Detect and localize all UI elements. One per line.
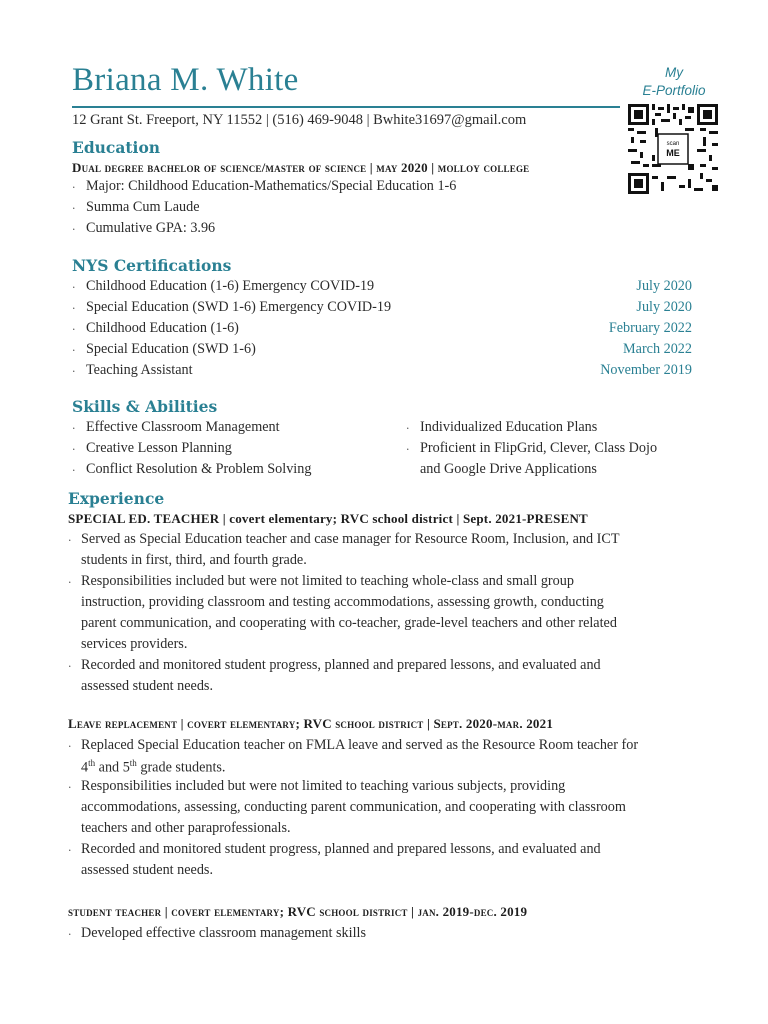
skill-item: Proficient in FlipGrid, Clever, Class Dojo bbox=[420, 440, 658, 456]
list-item: Major: Childhood Education-Mathematics/Special Education 1-6 bbox=[86, 178, 457, 194]
job-detail-line: students in first, third, and fourth grade. bbox=[81, 552, 307, 568]
contact-info: 12 Grant St. Freeport, NY 11552 | (516) 469-9048 | Bwhite31697@gmail.com bbox=[72, 112, 527, 128]
education-degree: Dual degree bachelor of science/master of science | may 2020 | molloy college bbox=[72, 160, 530, 175]
bullet-icon: · bbox=[68, 844, 72, 857]
bullet-icon: · bbox=[68, 576, 72, 589]
qr-center-text-me: ME bbox=[666, 148, 680, 158]
section-title-certifications: NYS Certifications bbox=[72, 256, 232, 275]
job-heading: student teacher | covert elementary; RVC school district | jan. 2019-dec. 2019 bbox=[68, 904, 528, 919]
job-detail-line: teachers and other paraprofessionals. bbox=[81, 820, 291, 836]
certification-name: Special Education (SWD 1-6) Emergency COVID-19 bbox=[86, 299, 392, 315]
job-detail-line: instruction, providing classroom and testing accommodations, assessing growth, conducting bbox=[81, 594, 604, 610]
bullet-icon: · bbox=[72, 302, 76, 315]
certification-name: Special Education (SWD 1-6) bbox=[86, 341, 256, 357]
qr-label-line2: E-Portfolio bbox=[642, 83, 706, 98]
qr-code-icon[interactable] bbox=[628, 104, 718, 194]
certification-name: Childhood Education (1-6) Emergency COVID-19 bbox=[86, 278, 375, 294]
job-detail-line: Responsibilities included but were not limited to teaching whole-class and small group bbox=[81, 573, 574, 589]
bullet-icon: · bbox=[72, 464, 76, 477]
job-detail-line: accommodations, assessing, conducting parent communication, and cooperating with classroom bbox=[81, 799, 626, 815]
header-divider bbox=[72, 106, 620, 108]
job-detail-line: Recorded and monitored student progress, planned and prepared lessons, and evaluated and bbox=[81, 657, 601, 673]
grade-text: and 5 bbox=[95, 759, 130, 776]
job-heading: SPECIAL ED. TEACHER | covert elementary; RVC school district | Sept. 2021-PRESENT bbox=[68, 511, 588, 526]
resume-name: Briana M. White bbox=[72, 62, 299, 98]
bullet-icon: · bbox=[406, 422, 410, 435]
bullet-icon: · bbox=[68, 928, 72, 941]
bullet-icon: · bbox=[72, 181, 76, 194]
skill-item: Conflict Resolution & Problem Solving bbox=[86, 461, 312, 477]
section-title-education: Education bbox=[72, 138, 161, 157]
job-detail-line: assessed student needs. bbox=[81, 862, 213, 878]
list-item: Summa Cum Laude bbox=[86, 199, 200, 215]
ordinal-suffix: th bbox=[88, 758, 96, 768]
job-detail-line: Recorded and monitored student progress, planned and prepared lessons, and evaluated and bbox=[81, 841, 601, 857]
certification-name: Teaching Assistant bbox=[86, 362, 193, 378]
bullet-icon: · bbox=[68, 660, 72, 673]
skill-item-continued: and Google Drive Applications bbox=[420, 461, 597, 477]
bullet-icon: · bbox=[68, 740, 72, 753]
certification-date: November 2019 bbox=[600, 362, 692, 378]
job-detail-line: Responsibilities included but were not limited to teaching various subjects, providing bbox=[81, 778, 566, 794]
job-detail-line: services providers. bbox=[81, 636, 188, 652]
qr-label-line1: My bbox=[665, 65, 683, 80]
bullet-icon: · bbox=[72, 344, 76, 357]
bullet-icon: · bbox=[72, 281, 76, 294]
certification-date: March 2022 bbox=[623, 341, 692, 357]
grade-text: grade students. bbox=[136, 759, 226, 776]
job-detail-line: Served as Special Education teacher and case manager for Resource Room, Inclusion, and ICT bbox=[81, 531, 620, 547]
grade-text: 4 bbox=[81, 759, 89, 776]
section-title-skills: Skills & Abilities bbox=[72, 397, 218, 416]
ordinal-suffix: th bbox=[129, 758, 137, 768]
bullet-icon: · bbox=[406, 443, 410, 456]
skill-item: Individualized Education Plans bbox=[420, 419, 598, 435]
bullet-icon: · bbox=[72, 422, 76, 435]
bullet-icon: · bbox=[72, 365, 76, 378]
list-item: Cumulative GPA: 3.96 bbox=[86, 220, 216, 236]
certification-name: Childhood Education (1-6) bbox=[86, 320, 239, 336]
certification-date: July 2020 bbox=[636, 299, 692, 315]
section-title-experience: Experience bbox=[68, 489, 165, 508]
skill-item: Effective Classroom Management bbox=[86, 419, 280, 435]
bullet-icon: · bbox=[72, 202, 76, 215]
qr-center-text-scan: scan bbox=[666, 141, 680, 147]
bullet-icon: · bbox=[72, 443, 76, 456]
bullet-icon: · bbox=[68, 781, 72, 794]
bullet-icon: · bbox=[68, 534, 72, 547]
job-detail-line: assessed student needs. bbox=[81, 678, 213, 694]
job-detail-line: Developed effective classroom management skills bbox=[81, 925, 366, 941]
skill-item: Creative Lesson Planning bbox=[86, 440, 232, 456]
job-detail-line: Replaced Special Education teacher on FMLA leave and served as the Resource Room teacher for bbox=[81, 737, 639, 753]
job-detail-line bbox=[81, 758, 225, 777]
bullet-icon: · bbox=[72, 323, 76, 336]
job-heading: Leave replacement | covert elementary; RVC school district | Sept. 2020-mar. 2021 bbox=[68, 716, 554, 731]
qr-label bbox=[628, 64, 720, 100]
bullet-icon: · bbox=[72, 223, 76, 236]
certification-date: February 2022 bbox=[608, 320, 692, 336]
certification-date: July 2020 bbox=[636, 278, 692, 294]
job-detail-line: parent communication, and cooperating with co-teacher, grade-level teachers and other related bbox=[81, 615, 617, 631]
